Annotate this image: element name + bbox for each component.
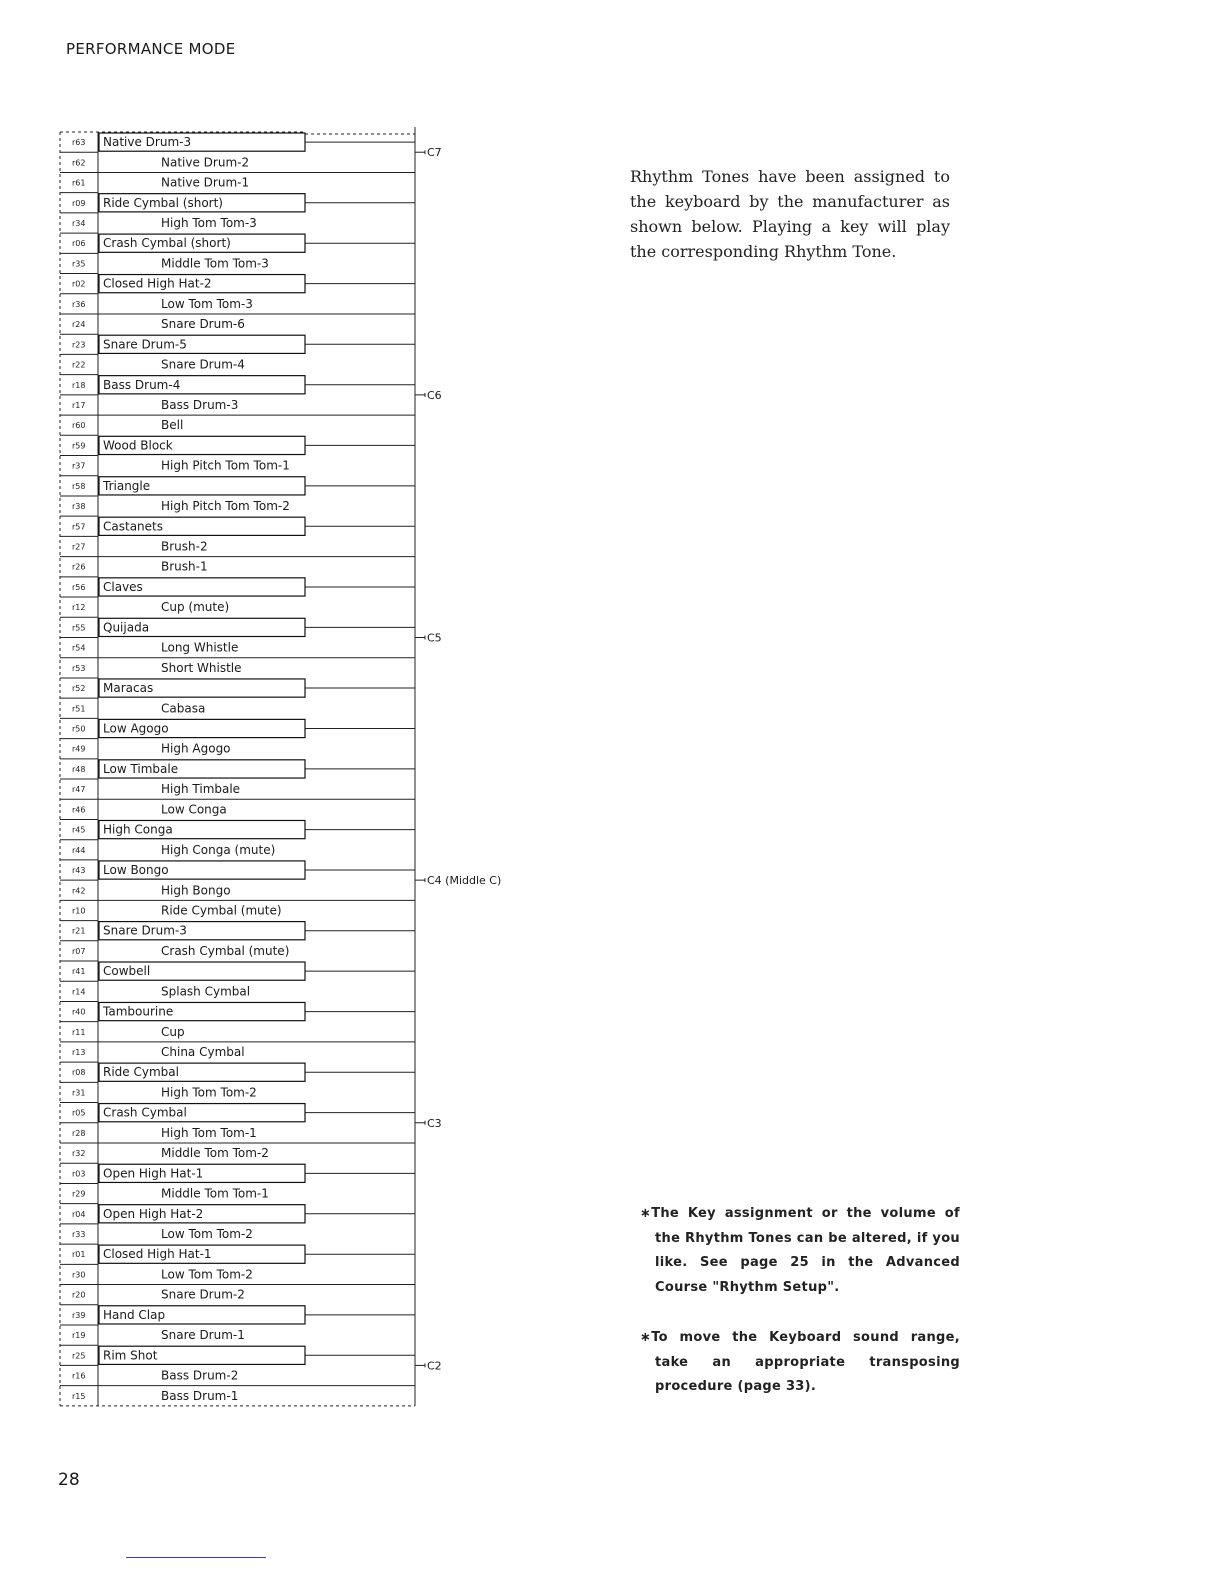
white-key-label: Native Drum-2 [161, 155, 250, 170]
white-key-label: Bass Drum-3 [161, 397, 239, 412]
octave-label: C6 [427, 388, 442, 402]
white-key-label: High Timbale [161, 782, 241, 797]
keyboard-svg [60, 125, 540, 1415]
white-key-label: High Conga (mute) [161, 842, 276, 857]
black-key-label: Low Timbale [103, 761, 179, 776]
black-key-label: Crash Cymbal (short) [103, 236, 231, 251]
white-key-label: Cabasa [161, 701, 206, 716]
page-number: 28 [58, 1470, 80, 1490]
black-key-label: Wood Block [103, 438, 173, 453]
black-key-label: Open High Hat-1 [103, 1166, 204, 1181]
key-code-label: r53 [72, 663, 86, 673]
black-key-label: Tambourine [103, 1004, 174, 1019]
key-code-label: r30 [72, 1270, 86, 1280]
white-key-label: Long Whistle [161, 640, 239, 655]
key-code-label: r50 [72, 724, 86, 734]
key-code-label: r26 [72, 562, 86, 572]
key-code-label: r31 [72, 1088, 86, 1098]
key-code-label: r10 [72, 906, 86, 916]
note-transpose-text: ∗To move the Keyboard sound range, take an appropriate transposing procedure (page 33). [640, 1330, 960, 1394]
black-key-label: Claves [103, 579, 143, 594]
white-key-label: High Agogo [161, 741, 231, 756]
key-code-label: r08 [72, 1068, 86, 1078]
white-key-label: Bass Drum-2 [161, 1368, 239, 1383]
white-key-label: Ride Cymbal (mute) [161, 903, 282, 918]
rhythm-keyboard-diagram [60, 125, 540, 1415]
note-transpose [640, 1326, 960, 1400]
key-code-label: r52 [72, 684, 86, 694]
white-key-label: Snare Drum-4 [161, 357, 245, 372]
white-key-label: Low Tom Tom-2 [161, 1267, 253, 1282]
black-key-label: Cowbell [103, 964, 151, 979]
page-header: PERFORMANCE MODE [66, 40, 236, 58]
octave-label: C2 [427, 1359, 442, 1373]
key-code-label: r06 [72, 239, 86, 249]
white-key-label: Short Whistle [161, 660, 242, 675]
key-code-label: r61 [72, 178, 86, 188]
black-key-label: Ride Cymbal (short) [103, 195, 223, 210]
white-key-label: Snare Drum-6 [161, 317, 245, 332]
black-key-label: Crash Cymbal [103, 1105, 187, 1120]
key-code-label: r59 [72, 441, 86, 451]
octave-label: C3 [427, 1116, 442, 1130]
white-key-label: High Pitch Tom Tom-2 [161, 499, 290, 514]
key-code-label: r34 [72, 218, 86, 228]
key-code-label: r48 [72, 764, 86, 774]
white-key-label: Splash Cymbal [161, 984, 251, 999]
black-key-label: Castanets [103, 519, 163, 534]
key-code-label: r23 [72, 340, 86, 350]
key-code-label: r02 [72, 279, 86, 289]
white-key-label: High Tom Tom-1 [161, 1125, 257, 1140]
key-code-label: r28 [72, 1128, 86, 1138]
note-key-assignment [640, 1202, 960, 1300]
key-code-label: r56 [72, 582, 86, 592]
black-key-label: Quijada [103, 620, 150, 635]
white-key-label: China Cymbal [161, 1045, 245, 1060]
white-key-label: High Pitch Tom Tom-1 [161, 458, 290, 473]
key-code-label: r62 [72, 158, 86, 168]
key-code-label: r15 [72, 1391, 86, 1401]
white-key-label: Snare Drum-2 [161, 1287, 245, 1302]
black-key-label: Triangle [103, 478, 151, 493]
key-code-label: r44 [72, 845, 86, 855]
white-key-label: Cup [161, 1024, 185, 1039]
key-code-label: r33 [72, 1229, 86, 1239]
black-key-label: Rim Shot [103, 1348, 158, 1363]
white-key-label: Low Tom Tom-2 [161, 1226, 253, 1241]
key-code-label: r49 [72, 744, 86, 754]
intro-paragraph: Rhythm Tones have been assigned to the keyboard by the manufacturer as shown below. Playing a key will play the corresponding Rhythm Tone. [630, 167, 950, 261]
key-code-label: r17 [72, 400, 86, 410]
key-code-label: r03 [72, 1169, 86, 1179]
key-code-label: r09 [72, 198, 86, 208]
key-code-label: r20 [72, 1290, 86, 1300]
black-key-label: Snare Drum-3 [103, 923, 187, 938]
note-key-assignment-text: ∗The Key assignment or the volume of the Rhythm Tones can be altered, if you like. See page 25 in the Advanced Course "Rhythm Setup". [640, 1206, 960, 1295]
white-key-label: Crash Cymbal (mute) [161, 943, 290, 958]
key-code-label: r22 [72, 360, 86, 370]
black-key-label: Low Agogo [103, 721, 169, 736]
key-code-label: r40 [72, 1007, 86, 1017]
key-code-label: r29 [72, 1189, 86, 1199]
key-code-label: r18 [72, 380, 86, 390]
octave-label: C4 (Middle C) [427, 874, 502, 888]
key-code-label: r21 [72, 926, 86, 936]
key-code-label: r07 [72, 946, 86, 956]
key-code-label: r12 [72, 603, 86, 613]
white-key-label: High Tom Tom-3 [161, 215, 257, 230]
white-key-label: Native Drum-1 [161, 175, 250, 190]
key-code-label: r47 [72, 785, 86, 795]
key-code-label: r36 [72, 299, 86, 309]
key-code-label: r14 [72, 987, 86, 997]
black-key-label: High Conga [103, 822, 173, 837]
white-key-label: Brush-2 [161, 539, 208, 554]
white-key-label: Middle Tom Tom-1 [161, 1186, 269, 1201]
key-code-label: r39 [72, 1310, 86, 1320]
key-code-label: r38 [72, 502, 86, 512]
key-code-label: r27 [72, 542, 86, 552]
footer-rule [126, 1557, 266, 1558]
white-key-label: Bass Drum-1 [161, 1388, 239, 1403]
key-code-label: r63 [72, 138, 86, 148]
white-key-label: Middle Tom Tom-2 [161, 1146, 269, 1161]
octave-label: C7 [427, 146, 442, 160]
key-code-label: r41 [72, 967, 86, 977]
black-key-label: Bass Drum-4 [103, 377, 181, 392]
black-key-label: Hand Clap [103, 1307, 166, 1322]
key-code-label: r05 [72, 1108, 86, 1118]
key-code-label: r58 [72, 481, 86, 491]
black-key-label: Maracas [103, 681, 154, 696]
key-code-label: r60 [72, 421, 86, 431]
white-key-label: Low Conga [161, 802, 227, 817]
key-code-label: r04 [72, 1209, 86, 1219]
key-code-label: r16 [72, 1371, 86, 1381]
key-code-label: r55 [72, 623, 86, 633]
key-code-label: r19 [72, 1331, 86, 1341]
white-key-label: High Tom Tom-2 [161, 1085, 257, 1100]
key-code-label: r45 [72, 825, 86, 835]
key-code-label: r57 [72, 522, 86, 532]
key-code-label: r25 [72, 1351, 86, 1361]
key-code-label: r51 [72, 704, 86, 714]
black-key-label: Open High Hat-2 [103, 1206, 204, 1221]
key-code-label: r42 [72, 886, 86, 896]
black-key-label: Ride Cymbal [103, 1065, 179, 1080]
white-key-label: Middle Tom Tom-3 [161, 256, 269, 271]
key-code-label: r35 [72, 259, 86, 269]
key-code-label: r46 [72, 805, 86, 815]
white-key-label: High Bongo [161, 883, 231, 898]
key-code-label: r11 [72, 1027, 86, 1037]
black-key-label: Closed High Hat-2 [103, 276, 212, 291]
black-key-label: Native Drum-3 [103, 135, 192, 150]
key-code-label: r13 [72, 1048, 86, 1058]
black-key-label: Closed High Hat-1 [103, 1247, 212, 1262]
white-key-label: Snare Drum-1 [161, 1328, 245, 1343]
key-code-label: r54 [72, 643, 86, 653]
key-code-label: r43 [72, 866, 86, 876]
white-key-label: Bell [161, 418, 184, 433]
black-key-label: Low Bongo [103, 863, 169, 878]
octave-label: C5 [427, 631, 442, 645]
key-code-label: r24 [72, 320, 86, 330]
white-key-label: Brush-1 [161, 559, 208, 574]
key-code-label: r37 [72, 461, 86, 471]
key-code-label: r01 [72, 1250, 86, 1260]
white-key-label: Low Tom Tom-3 [161, 296, 253, 311]
key-code-label: r32 [72, 1149, 86, 1159]
black-key-label: Snare Drum-5 [103, 337, 187, 352]
white-key-label: Cup (mute) [161, 600, 230, 615]
